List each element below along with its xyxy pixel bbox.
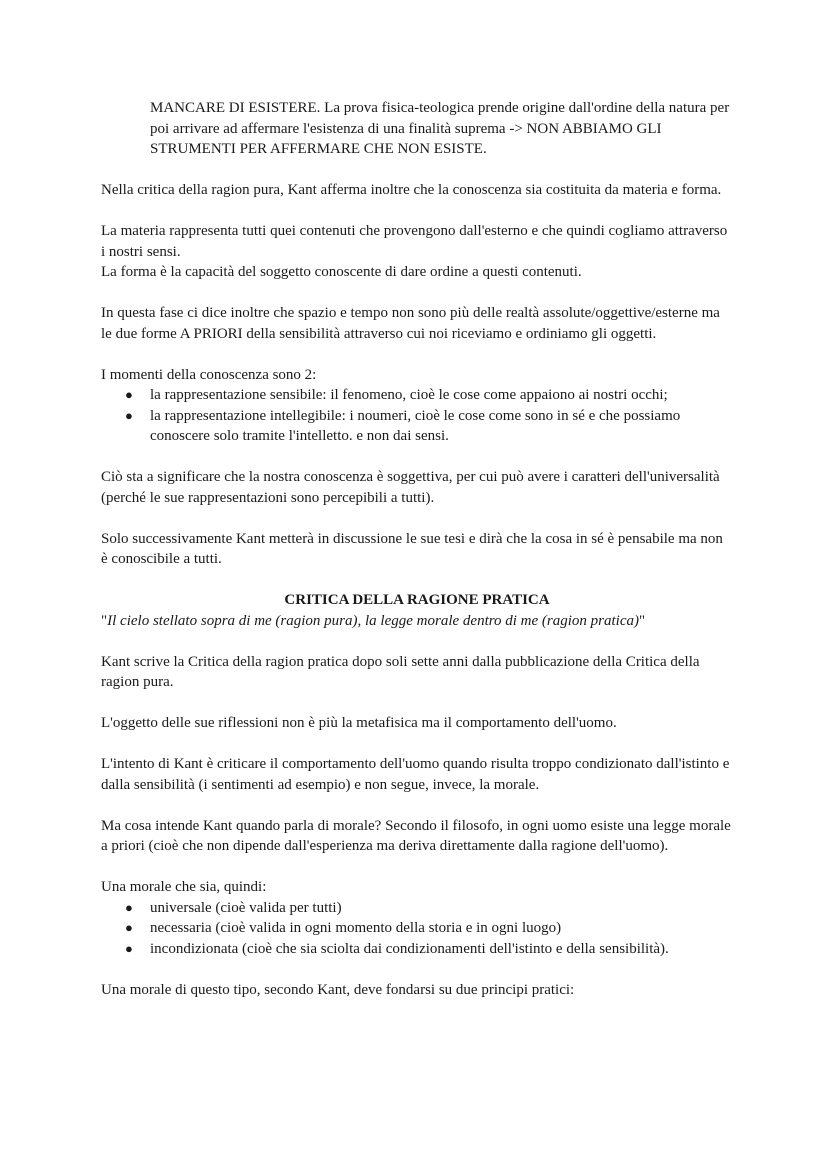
bullet-icon: ● bbox=[125, 940, 133, 956]
bullet-icon: ● bbox=[125, 920, 133, 935]
list-item bbox=[101, 918, 733, 939]
paragraph-principi: Una morale di questo tipo, secondo Kant, deve fondarsi su due principi pratici: bbox=[101, 981, 575, 998]
list-item bbox=[101, 898, 733, 919]
quote-open-mark: " bbox=[101, 612, 108, 629]
morale-intro: Una morale che sia, quindi: bbox=[101, 879, 267, 895]
document-body bbox=[101, 98, 733, 1021]
quote-close-mark: " bbox=[639, 612, 646, 629]
paragraph-successivamente: Solo successivamente Kant metterà in discussione le sue tesi e dirà che la cosa in sé è pensabile ma non è conoscibile a tutti. bbox=[101, 530, 723, 567]
paragraph-materia: La materia rappresenta tutti quei contenuti che provengono dall'esterno e che quindi cogliamo attraverso i nostri sensi. bbox=[101, 223, 728, 260]
quote-text: Il cielo stellato sopra di me (ragion pura), la legge morale dentro di me (ragion pratica) bbox=[107, 612, 640, 629]
list-item bbox=[101, 385, 733, 406]
section-title: CRITICA DELLA RAGIONE PRATICA bbox=[284, 592, 550, 608]
list-item bbox=[101, 406, 733, 447]
bullet-icon: ● bbox=[125, 899, 133, 915]
section-quote bbox=[101, 611, 733, 632]
paragraph-scrive: Kant scrive la Critica della ragion pratica dopo soli sette anni dalla pubblicazione della Critica della ragion pura. bbox=[101, 653, 700, 690]
paragraph-soggettiva: Ciò sta a significare che la nostra conoscenza è soggettiva, per cui può avere i caratteri dell'universalità (perché le sue rappresentazioni sono percepibili a tutti). bbox=[101, 469, 720, 506]
intro-continuation: MANCARE DI ESISTERE. La prova fisica-teologica prende origine dall'ordine della natura per poi arrivare ad affermare l'esistenza di una finalità suprema -> NON ABBIAMO GLI STRUMENTI PER AFFERMARE CHE NON ESISTE. bbox=[150, 100, 730, 157]
paragraph-forma: La forma è la capacità del soggetto conoscente di dare ordine a questi contenuti. bbox=[101, 264, 582, 280]
list-item-text: universale (cioè valida per tutti) bbox=[150, 899, 342, 916]
morale-list bbox=[101, 898, 733, 960]
momenti-list bbox=[101, 385, 733, 447]
paragraph-spazio-tempo: In questa fase ci dice inoltre che spazio e tempo non sono più delle realtà assolute/oggettive/esterne ma le due forme A PRIORI della sensibilità attraverso cui noi riceviamo e ordiniamo gli oggetti. bbox=[101, 305, 720, 342]
paragraph-morale: Ma cosa intende Kant quando parla di morale? Secondo il filosofo, in ogni uomo esiste una legge morale a priori (cioè che non dipende dall'esperienza ma deriva direttamente dalla ragione dell'uomo). bbox=[101, 817, 731, 854]
paragraph-materia-forma: Nella critica della ragion pura, Kant afferma inoltre che la conoscenza sia costituita da materia e forma. bbox=[101, 182, 722, 198]
list-item-text: la rappresentazione sensibile: il fenomeno, cioè le cose come appaiono ai nostri occhi; bbox=[150, 387, 668, 403]
list-item bbox=[101, 939, 733, 960]
paragraph-oggetto: L'oggetto delle sue riflessioni non è più la metafisica ma il comportamento dell'uomo. bbox=[101, 715, 617, 731]
bullet-icon: ● bbox=[125, 387, 133, 402]
momenti-intro: I momenti della conoscenza sono 2: bbox=[101, 366, 317, 383]
list-item-text: la rappresentazione intellegibile: i noumeri, cioè le cose come sono in sé e che possiamo conoscere solo tramite l'intelletto. e non dai sensi. bbox=[150, 407, 681, 444]
paragraph-intento: L'intento di Kant è criticare il comportamento dell'uomo quando risulta troppo condizionato dall'istinto e dalla sensibilità (i sentimenti ad esempio) e non segue, invece, la morale. bbox=[101, 756, 730, 793]
bullet-icon: ● bbox=[125, 407, 133, 423]
list-item-text: incondizionata (cioè che sia sciolta dai condizionamenti dell'istinto e della sensibilità). bbox=[150, 940, 669, 957]
list-item-text: necessaria (cioè valida in ogni momento della storia e in ogni luogo) bbox=[150, 920, 562, 936]
